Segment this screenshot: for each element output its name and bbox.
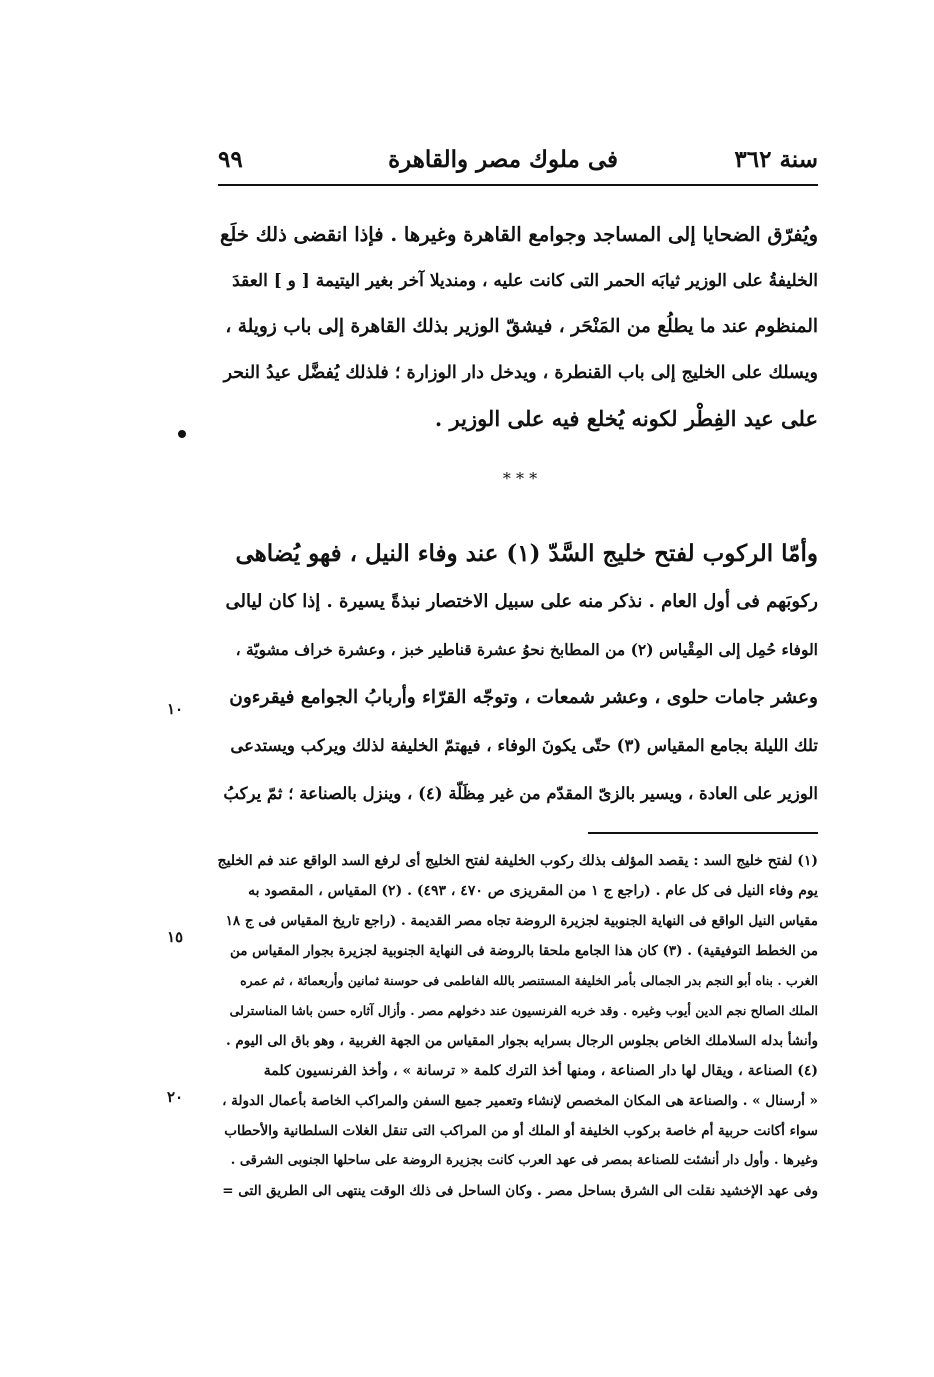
margin-line-number: ١٠ — [166, 700, 184, 718]
body-line: تلك الليلة بجامع المقياس (٣) حتّى يكونَ الوفاء ، فيهتمّ الخليفة لذلك ويركب ويستدعى — [230, 736, 818, 755]
footnote-line: (١) لفتح خليج السد : يقصد المؤلف بذلك ركوب الخليفة لفتح الخليج أى لرفع السد الواقع عند فم الخليج — [218, 853, 818, 869]
footnote-line: مقياس النيل الواقع فى النهاية الجنوبية لجزيرة الروضة تجاه مصر القديمة . (راجع تاريخ المقياس فى ج ١٨ — [225, 913, 818, 929]
margin-line-number: ٢٠ — [166, 1088, 184, 1106]
header-title: فى ملوك مصر والقاهرة — [388, 146, 618, 173]
margin-marker — [178, 430, 186, 438]
body-line: وأمّا الركوب لفتح خليج السَّدّ (١) عند وفاء النيل ، فهو يُضاهى — [235, 540, 818, 567]
footnote-line: من الخطط التوفيقية) . (٣) كان هذا الجامع ملحقا بالروضة فى النهاية الجنوبية لجزيرة بجوار المقياس من — [229, 943, 818, 959]
footnotes — [218, 846, 818, 1206]
footnote-line: الغرب . بناه أبو النجم بدر الجمالى بأمر الخليفة المستنصر بالله الفاطمى فى حوسنة ثمانين وأربعمائة ، ثم عمره — [240, 973, 818, 988]
section-separator: * * * — [502, 469, 538, 488]
body-line: على عيد الفِطْر لكونه يُخلع فيه على الوزير . — [434, 406, 818, 431]
footnote-line: يوم وفاء النيل فى كل عام . (راجع ج ١ من المقريزى ص ٤٧٠ ، ٤٩٣) . (٢) المقياس ، المقصود به — [248, 883, 818, 899]
body-line: الوفاء حُمِل إلى المِقْياس (٢) من المطابخ نحوُ عشرة قناطير خبز ، وعشرة خراف مشويّة ، — [235, 640, 818, 659]
body-line: ويُفرّق الضحايا إلى المساجد وجوامع القاهرة وغيرها . فإذا انقضى ذلك خلَع — [220, 223, 818, 246]
body-line: ويسلك على الخليج إلى باب القنطرة ، ويدخل دار الوزارة ؛ فلذلك يُفضَّل عيدُ النحر — [223, 363, 818, 383]
footnote-line: سواء أكانت حربية أم خاصة بركوب الخليفة أو الملك أو من المراكب التى تنقل الغلات السلطانية والأحطاب — [224, 1123, 818, 1139]
paragraph-nile-flood — [218, 530, 818, 818]
body-line: الخليفةُ على الوزير ثيابَه الحمر التى كانت عليه ، ومنديلا آخر بغير اليتيمة [ و ] العقدَ — [232, 271, 818, 291]
footnote-line: وأنشأ بدله السلاملك الخاص بجلوس الرجال بسرايه بجوار المقياس من الجهة الغربية ، وهو باق الى اليوم . — [225, 1033, 818, 1049]
footnote-line: وفى عهد الإخشيد نقلت الى الشرق بساحل مصر . وكان الساحل فى ذلك الوقت ينتهى الى الطريق التى = — [222, 1183, 818, 1199]
margin-line-number: ١٥ — [166, 928, 184, 946]
header-year: سنة ٣٦٢ — [734, 146, 818, 173]
footnote-line: (٤) الصناعة ، ويقال لها دار الصناعة ، ومنها أخذ الترك كلمة « ترسانة » ، وأخذ الفرنسيون كلمة — [263, 1063, 818, 1079]
body-line: ركوبَهم فى أول العام . نذكر منه على سبيل الاختصار نبذةً يسيرة . إذا كان ليالى — [225, 591, 818, 612]
footnote-line: « أرسنال » . والصناعة هى المكان المخصص لإنشاء وتعمير جميع السفن والمراكب الخاصة بأعمال الدولة ، — [222, 1093, 818, 1109]
body-line: وعشر جامات حلوى ، وعشر شمعات ، وتوجّه القرّاء وأربابُ الجوامع فيقرءون — [229, 687, 818, 708]
body-line: الوزير على العادة ، ويسير بالزىّ المقدّم من غير مِظَلّة (٤) ، وينزل بالصناعة ؛ ثمّ يركبُ — [223, 784, 818, 803]
paragraph-eid-al-nahr — [218, 212, 818, 442]
page-number: ٩٩ — [218, 146, 243, 173]
footnote-line: وغيرها . وأول دار أنشئت للصناعة بمصر فى عهد العرب كانت بجزيرة الروضة على ساحلها الجنوبى الشرقى . — [230, 1153, 818, 1168]
running-header — [218, 140, 818, 180]
footnote-rule — [588, 832, 818, 834]
body-line: المنظوم عند ما يطلُع من المَنْحَر ، فيشقّ الوزير بذلك القاهرة إلى باب زويلة ، — [225, 316, 818, 337]
footnote-line: الملك الصالح نجم الدين أيوب وغيره . وقد خربه الفرنسيون عند دخولهم مصر . وأزال آثاره حسن باشا المناسترلى — [229, 1003, 818, 1018]
header-rule — [218, 184, 818, 186]
